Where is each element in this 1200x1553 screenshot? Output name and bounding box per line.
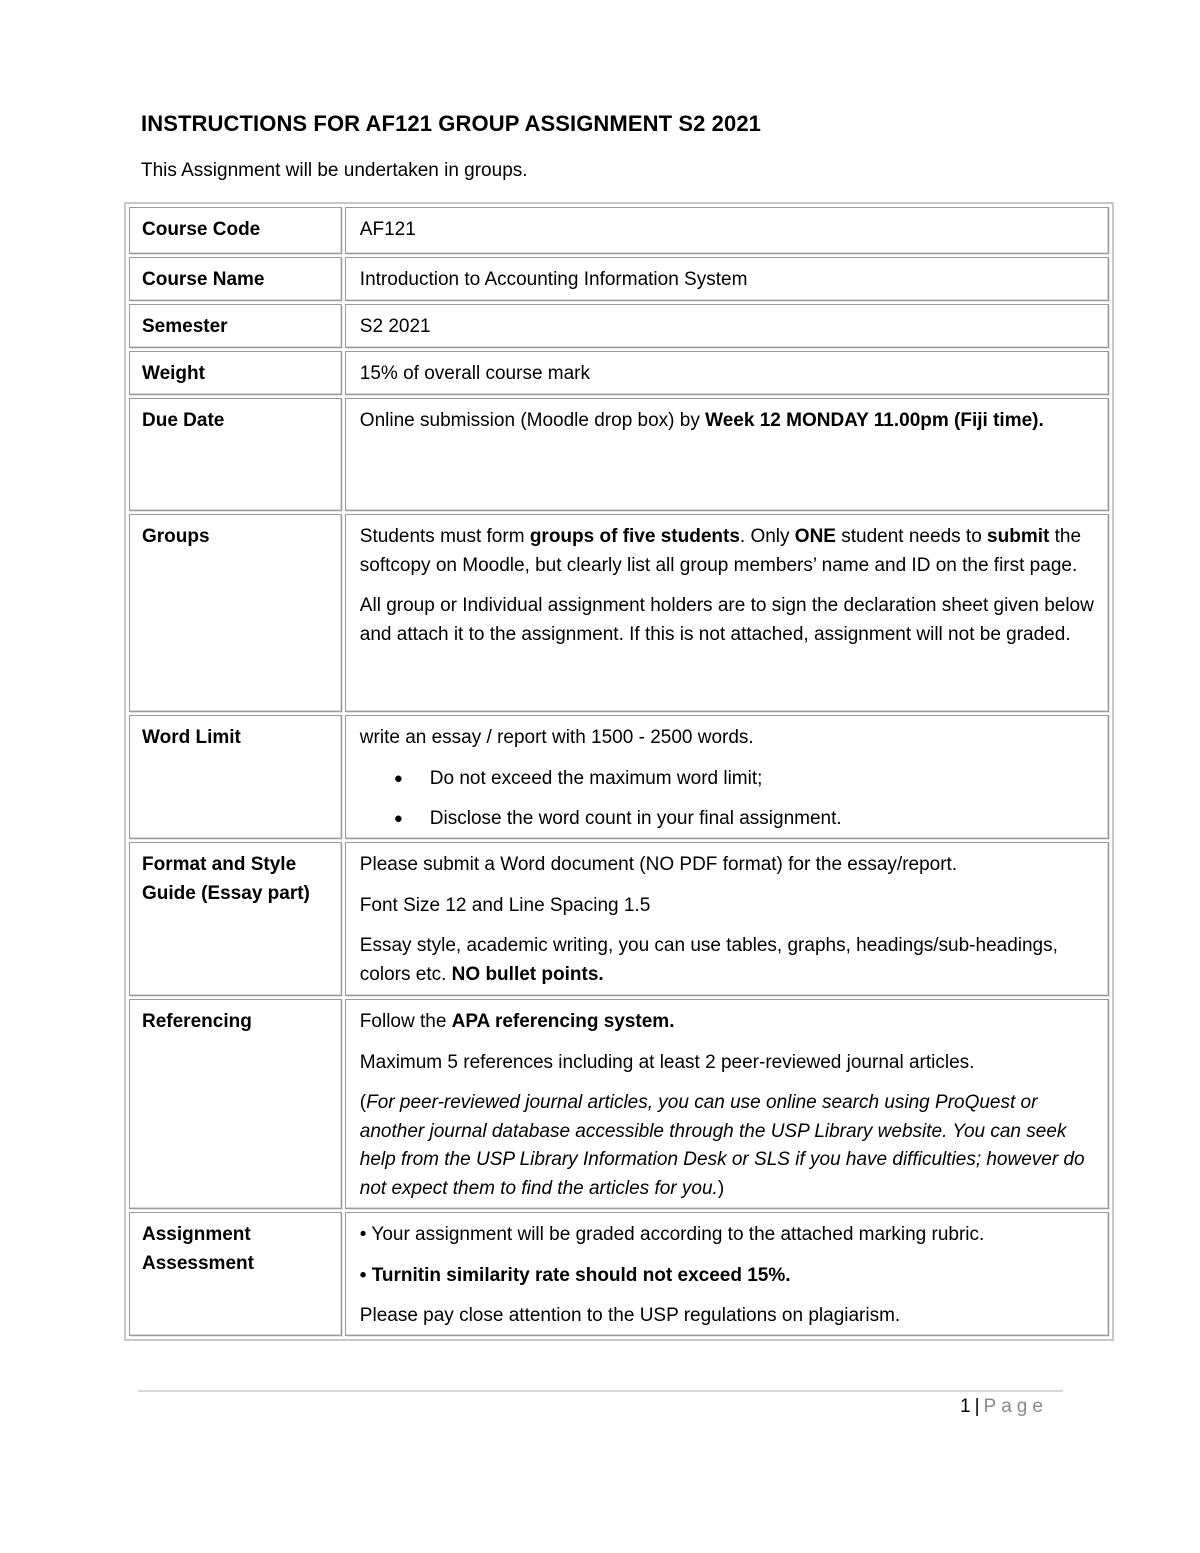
label-word-limit: Word Limit (129, 715, 342, 839)
table-row-weight (129, 351, 1109, 395)
word-limit-intro: write an essay / report with 1500 - 2500 words. (359, 727, 754, 748)
label-course-code: Course Code (129, 207, 342, 254)
page-number: 1 (960, 1396, 971, 1417)
table-row-assessment (129, 1212, 1109, 1336)
value-word-limit (345, 715, 1109, 839)
label-format: Format and Style Guide (Essay part) (129, 842, 342, 996)
label-weight: Weight (129, 351, 342, 395)
value-course-name: Introduction to Accounting Information System (345, 257, 1109, 301)
due-date-text: Online submission (Moodle drop box) by (359, 410, 706, 431)
label-course-name: Course Name (129, 257, 342, 301)
groups-text-g: the softcopy on Moodle, but clearly list all group members’ name and ID on the first page. (359, 526, 1082, 576)
value-semester: S2 2021 (345, 304, 1109, 348)
format-paragraph-1: Please submit a Word document (NO PDF format) for the essay/report. (359, 854, 958, 875)
groups-text-a: Students must form (359, 526, 530, 547)
referencing-italic-note: For peer-reviewed journal articles, you can use online search using ProQuest or another journal database accessible through the USP Library website. You can seek help from the USP Library Information Desk or SLS if you have difficulties; however do not expect them to find the articles for you. (359, 1092, 1085, 1199)
list-item (360, 765, 1094, 794)
assessment-paragraph-1: • Your assignment will be graded according to the attached marking rubric. (359, 1224, 985, 1245)
referencing-paragraph-1 (360, 1008, 1094, 1037)
groups-bold-one: ONE (794, 526, 836, 547)
label-groups: Groups (129, 514, 342, 712)
page-separator: | (974, 1396, 980, 1417)
due-date-deadline: Week 12 MONDAY 11.00pm (Fiji time). (705, 410, 1044, 431)
bullet-dot-icon: ● (393, 769, 403, 787)
groups-text-e: student needs to (835, 526, 988, 547)
word-limit-bullet-2: Disclose the word count in your final assignment. (429, 808, 842, 829)
table-row-course-code (129, 207, 1109, 254)
intro-text: This Assignment will be undertaken in groups. (141, 160, 528, 181)
groups-text-c: . Only (739, 526, 795, 547)
format-bold-no-bullets: NO bullet points. (451, 963, 604, 985)
label-due-date: Due Date (129, 398, 342, 511)
table-row-course-name (129, 257, 1109, 301)
value-weight: 15% of overall course mark (345, 351, 1109, 395)
value-format (345, 842, 1109, 996)
referencing-paren-open: ( (359, 1092, 367, 1113)
groups-paragraph-2: All group or Individual assignment holders are to sign the declaration sheet given below and attach it to the assignment. If this is not attached, assignment will not be graded. (359, 595, 1094, 645)
format-paragraph-3 (360, 932, 1094, 989)
assessment-paragraph-3: Please pay close attention to the USP regulations on plagiarism. (359, 1305, 901, 1326)
page-word: Page (983, 1396, 1048, 1417)
value-due-date (345, 398, 1109, 511)
groups-bold-size: groups of five students (529, 526, 740, 547)
referencing-paragraph-2: Maximum 5 references including at least 2 peer-reviewed journal articles. (359, 1051, 975, 1073)
table-row-due-date (129, 398, 1109, 511)
bullet-dot-icon: ● (393, 810, 403, 827)
table-row-format (129, 842, 1109, 996)
label-assessment: Assignment Assessment (129, 1212, 342, 1336)
table-row-groups (129, 514, 1109, 712)
value-referencing (345, 999, 1109, 1209)
format-paragraph-2: Font Size 12 and Line Spacing 1.5 (359, 894, 651, 916)
page-footer (960, 1396, 1048, 1418)
groups-paragraph-1 (360, 523, 1094, 580)
label-semester: Semester (129, 304, 342, 348)
value-assessment (345, 1212, 1109, 1336)
table-row-referencing (129, 999, 1109, 1209)
value-course-code: AF121 (345, 207, 1109, 254)
referencing-paren-close: ) (717, 1177, 725, 1199)
format-text-a: Essay style, academic writing, you can use tables, graphs, headings/sub-headings, colors etc. (359, 935, 1058, 985)
table-row-semester (129, 304, 1109, 348)
label-referencing: Referencing (129, 999, 342, 1209)
footer-divider (138, 1390, 1063, 1392)
assignment-info-table (124, 202, 1114, 1341)
referencing-paragraph-3 (360, 1089, 1094, 1203)
assessment-paragraph-2: • Turnitin similarity rate should not exceed 15%. (359, 1264, 791, 1286)
document-title: INSTRUCTIONS FOR AF121 GROUP ASSIGNMENT S2 2021 (141, 111, 762, 136)
groups-bold-submit: submit (987, 526, 1050, 547)
value-groups (345, 514, 1109, 712)
referencing-text-a: Follow the (359, 1011, 452, 1032)
referencing-bold-apa: APA referencing system. (451, 1011, 675, 1032)
word-limit-bullet-1: Do not exceed the maximum word limit; (429, 767, 763, 789)
table-row-word-limit (129, 715, 1109, 839)
list-item (360, 805, 1094, 834)
